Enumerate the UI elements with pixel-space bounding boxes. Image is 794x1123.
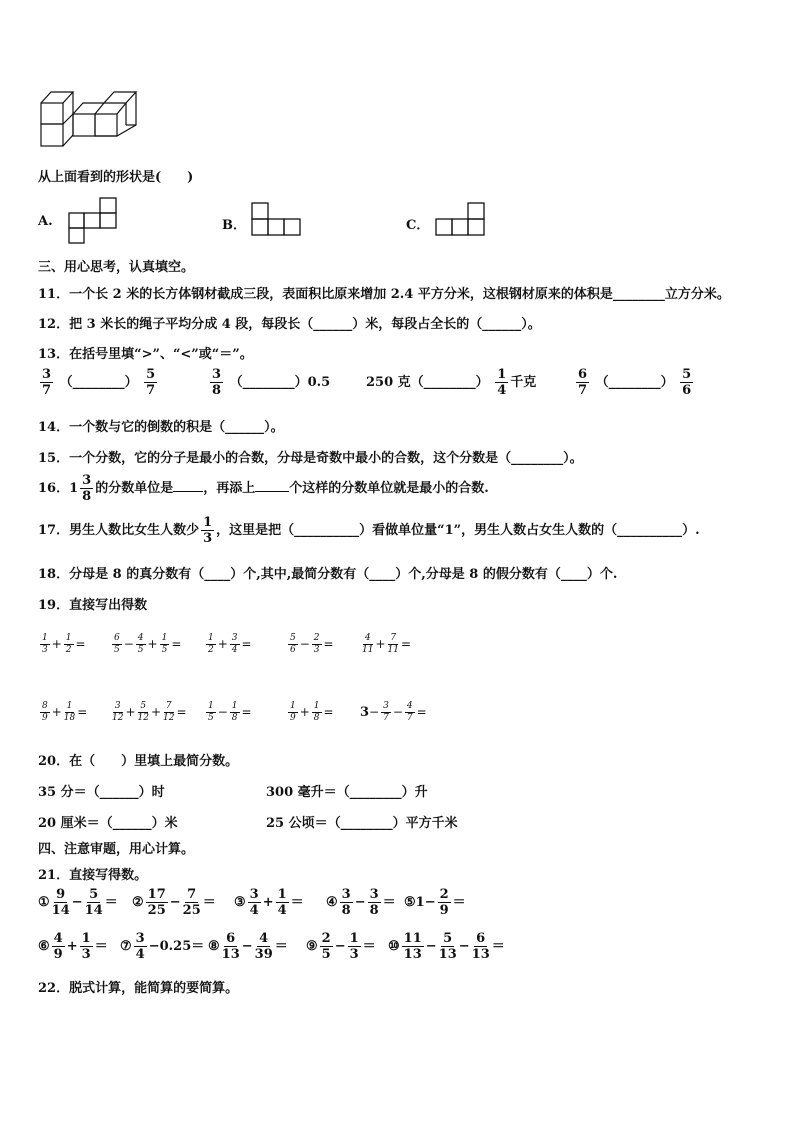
q21-expression: ⑥ $\frac{4}{9}$ + $\frac{1}{3}$ ＝: [38, 931, 108, 962]
question-20-d: 25 公顷＝（________）平方千米: [266, 816, 458, 831]
q21-number-label: ②: [132, 895, 144, 910]
q13-item-2: $\frac{3}{8}$ （________）0.5: [212, 367, 331, 398]
question-17: 17．男生人数比女生人数少 $\frac{1}{3}$ ，这里是把（__________）看做单位量“1”，男生人数占女生人数的（__________）.: [38, 515, 700, 546]
fraction: $\frac{7}{11}$: [387, 633, 399, 655]
question-20-title: 20．在（ ）里填上最简分数。: [38, 754, 239, 769]
cube-stack-figure: [38, 88, 142, 150]
fraction: $\frac{4}{39}$: [254, 931, 273, 962]
q21-expression: ① $\frac{9}{14}$ − $\frac{5}{14}$ ＝: [38, 887, 118, 918]
fraction: $\frac{5}{13}$: [438, 931, 457, 962]
q21-number-label: ⑨: [306, 939, 318, 954]
option-a-label[interactable]: A.: [38, 214, 53, 229]
fraction: $\frac{1}{8}$: [231, 701, 238, 723]
fraction: $\frac{1}{18}$: [63, 701, 76, 723]
question-16: 16．1 $\frac{3}{8}$ 的分数单位是 ，再添上 个这样的分数单位就是最小的合数.: [38, 473, 489, 504]
fraction: $\frac{6}{13}$: [221, 931, 240, 962]
fraction: $\frac{1}{8}$: [313, 701, 320, 723]
q16-blank-2[interactable]: [255, 479, 289, 492]
question-14: 14．一个数与它的倒数的积是（______）。: [38, 420, 284, 435]
question-13-title: 13．在括号里填“>”、“<”或“＝”。: [38, 347, 253, 362]
fraction: $\frac{2}{3}$: [313, 633, 320, 655]
q13-blank-2[interactable]: （________）: [229, 375, 308, 390]
fraction: $\frac{7}{12}$: [163, 701, 175, 723]
fraction: $\frac{1}{3}$: [81, 931, 91, 962]
fraction: $\frac{3}{4}$: [135, 931, 145, 962]
fraction: $\frac{1}{2}$: [208, 633, 214, 655]
fraction: $\frac{2}{9}$: [439, 887, 449, 918]
q19-expression: 3− $\frac{3}{7}$ − $\frac{4}{7}$ =: [360, 701, 427, 723]
q21-expression: ⑩ $\frac{11}{13}$ − $\frac{5}{13}$ − $\frac{6}{13}$ ＝: [388, 931, 505, 962]
fraction: $\frac{5}{12}$: [137, 701, 149, 723]
fraction: $\frac{1}{2}$: [65, 633, 72, 655]
q21-number-label: ⑩: [388, 939, 400, 954]
q19-expression: $\frac{1}{3}$ + $\frac{1}{2}$ =: [42, 633, 86, 655]
section4-heading: 四、注意审题，用心计算。: [38, 842, 195, 857]
q21-number-label: ①: [38, 895, 50, 910]
question-20-c: 20 厘米＝（______）米: [38, 816, 178, 831]
fraction: $\frac{11}{13}$: [403, 931, 422, 962]
fraction: $\frac{9}{14}$: [51, 887, 70, 918]
q13-item-3: 250 克（________） $\frac{1}{4}$ 千克: [366, 367, 537, 398]
q19-expression: $\frac{1}{2}$ + $\frac{3}{4}$ =: [208, 633, 252, 655]
fraction: $\frac{17}{25}$: [147, 887, 166, 918]
q13-item-1: $\frac{3}{7}$ （________） $\frac{5}{7}$: [42, 367, 156, 398]
q13-item-4: $\frac{6}{7}$ （________） $\frac{5}{6}$: [578, 367, 692, 398]
fraction: $\frac{1}{9}$: [290, 701, 296, 723]
q21-expression: ② $\frac{17}{25}$ − $\frac{7}{25}$ ＝: [132, 887, 216, 918]
fraction: $\frac{6}{13}$: [471, 931, 490, 962]
q21-number-label: ④: [326, 895, 338, 910]
top-view-question: 从上面看到的形状是( ): [38, 170, 194, 185]
section3-heading: 三、用心思考，认真填空。: [38, 260, 195, 275]
q21-number-label: ③: [234, 895, 246, 910]
fraction: $\frac{1}{5}$: [161, 633, 168, 655]
fraction: $\frac{4}{11}$: [362, 633, 374, 655]
fraction: $\frac{4}{5}$: [137, 633, 144, 655]
fraction: $\frac{6}{5}$: [114, 633, 120, 655]
question-22: 22．脱式计算，能简算的要简算。: [38, 981, 239, 996]
fraction: $\frac{1}{5}$: [208, 701, 214, 723]
q21-expression: ⑧ $\frac{6}{13}$ − $\frac{4}{39}$ ＝: [208, 931, 288, 962]
q21-number-label: ⑧: [208, 939, 220, 954]
fraction: $\frac{3}{12}$: [112, 701, 124, 723]
fraction: $\frac{5}{14}$: [84, 887, 103, 918]
q21-number-label: ⑤: [404, 895, 416, 910]
question-12: 12．把 3 米长的绳子平均分成 4 段，每段长（______）米，每段占全长的（______）。: [38, 317, 541, 332]
question-11: 11．一个长 2 米的长方体钢材截成三段，表面积比原来增加 2.4 平方分米，这根钢材原来的体积是________立方分米。: [38, 287, 730, 302]
question-20-b: 300 毫升＝（________）升: [266, 785, 428, 800]
question-15: 15．一个分数，它的分子是最小的合数，分母是奇数中最小的合数，这个分数是（________）。: [38, 451, 583, 466]
fraction: $\frac{5}{6}$: [290, 633, 296, 655]
q13-blank-3[interactable]: （________）: [410, 375, 489, 390]
fraction: $\frac{3}{4}$: [231, 633, 238, 655]
q16-blank-1[interactable]: [173, 479, 203, 492]
fraction: $\frac{2}{5}$: [321, 931, 331, 962]
q21-expression: ④ $\frac{3}{8}$ − $\frac{3}{8}$ ＝: [326, 887, 396, 918]
question-20-a: 35 分＝（______）时: [38, 785, 165, 800]
q19-expression: $\frac{4}{11}$ + $\frac{7}{11}$ =: [362, 633, 412, 655]
q13-blank-1[interactable]: （________）: [59, 375, 138, 390]
q19-expression: $\frac{1}{9}$ + $\frac{1}{8}$ =: [290, 701, 334, 723]
q21-expression: ⑦ $\frac{3}{4}$ −0.25＝: [120, 931, 205, 962]
fraction: $\frac{3}{7}$: [383, 701, 389, 723]
option-b-shape[interactable]: [251, 201, 303, 237]
q21-number-label: ⑥: [38, 939, 50, 954]
question-19-title: 19．直接写出得数: [38, 598, 148, 613]
fraction: $\frac{1}{4}$: [277, 887, 287, 918]
q19-expression: $\frac{1}{5}$ − $\frac{1}{8}$ =: [208, 701, 252, 723]
option-c-shape[interactable]: [435, 201, 487, 237]
fraction: $\frac{4}{7}$: [406, 701, 413, 723]
q21-number-label: ⑦: [120, 939, 132, 954]
fraction: $\frac{8}{9}$: [42, 701, 48, 723]
fraction: $\frac{3}{8}$: [341, 887, 351, 918]
fraction: $\frac{1}{3}$: [349, 931, 359, 962]
option-c-label[interactable]: C．: [406, 218, 430, 233]
q21-expression: ⑨ $\frac{2}{5}$ − $\frac{1}{3}$ ＝: [306, 931, 376, 962]
option-a-shape[interactable]: [68, 196, 120, 244]
fraction: $\frac{3}{8}$: [369, 887, 379, 918]
question-18: 18．分母是 8 的真分数有（____）个,其中,最简分数有（____）个,分母是 8 的假分数有（____）个.: [38, 567, 618, 582]
q21-expression: ③ $\frac{3}{4}$ + $\frac{1}{4}$ ＝: [234, 887, 304, 918]
fraction: $\frac{4}{9}$: [53, 931, 63, 962]
fraction: $\frac{1}{3}$: [42, 633, 48, 655]
fraction: $\frac{7}{25}$: [182, 887, 201, 918]
option-b-label[interactable]: B．: [222, 218, 246, 233]
q19-expression: $\frac{3}{12}$ + $\frac{5}{12}$ + $\frac{7}{12}$ =: [112, 701, 187, 723]
q13-blank-4[interactable]: （________）: [595, 375, 674, 390]
fraction: $\frac{3}{4}$: [249, 887, 259, 918]
q21-expression: ⑤1− $\frac{2}{9}$ ＝: [404, 887, 466, 918]
q19-expression: $\frac{5}{6}$ − $\frac{2}{3}$ =: [290, 633, 334, 655]
question-21-title: 21．直接写得数。: [38, 868, 148, 883]
q19-expression: $\frac{6}{5}$ − $\frac{4}{5}$ + $\frac{1}{5}$ =: [114, 633, 182, 655]
q19-expression: $\frac{8}{9}$ + $\frac{1}{18}$ =: [42, 701, 88, 723]
